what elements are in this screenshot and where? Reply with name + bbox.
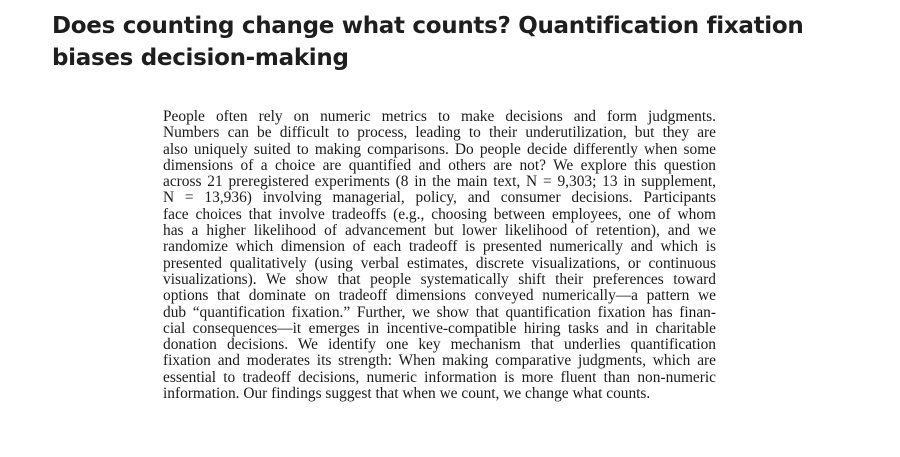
abstract-line: N = 13,936) involving managerial, policy, and consumer decisions. Participants xyxy=(163,189,716,207)
abstract-line: information. Our findings suggest that when we count, we change what counts. xyxy=(163,385,651,403)
paper-title-line-1: Does counting change what counts? Quantification fixation xyxy=(52,13,804,39)
abstract-line: presented qualitatively (using verbal estimates, discrete visualizations, or continuous xyxy=(163,254,716,272)
abstract-line: visualizations). We show that people systematically shift their preferences toward xyxy=(163,270,716,288)
paper-title-line-2: biases decision-making xyxy=(52,45,349,71)
abstract-line: randomize which dimension of each tradeoff is presented numerically and which is xyxy=(163,238,716,256)
abstract-line: options that dominate on tradeoff dimensions conveyed numerically—a pattern we xyxy=(163,287,716,305)
abstract-line: essential to tradeoff decisions, numeric information is more fluent than non-numeric xyxy=(163,368,716,386)
abstract-line: donation decisions. We identify one key mechanism that underlies quantification xyxy=(163,336,716,354)
abstract-line: cial consequences—it emerges in incentive-compatible hiring tasks and in charitable xyxy=(163,319,716,337)
abstract xyxy=(163,109,716,402)
abstract-line: across 21 preregistered experiments (8 in the main text, N = 9,303; 13 in supplement, xyxy=(163,173,716,191)
abstract-line: fixation and moderates its strength: When making comparative judgments, which are xyxy=(163,352,716,370)
abstract-line: dimensions of a choice are quantified and others are not? We explore this question xyxy=(163,156,716,174)
paper-title xyxy=(52,10,872,74)
abstract-line: Numbers can be difficult to process, leading to their underutilization, but they are xyxy=(163,124,716,142)
abstract-line: has a higher likelihood of advancement but lower likelihood of retention), and we xyxy=(163,222,716,240)
abstract-line: face choices that involve tradeoffs (e.g., choosing between employees, one of whom xyxy=(163,205,716,223)
abstract-line: People often rely on numeric metrics to make decisions and form judgments. xyxy=(163,108,716,125)
abstract-line: dub “quantification fixation.” Further, we show that quantification fixation has finan- xyxy=(163,303,716,321)
abstract-line: also uniquely suited to making comparisons. Do people decide differently when some xyxy=(163,140,716,158)
